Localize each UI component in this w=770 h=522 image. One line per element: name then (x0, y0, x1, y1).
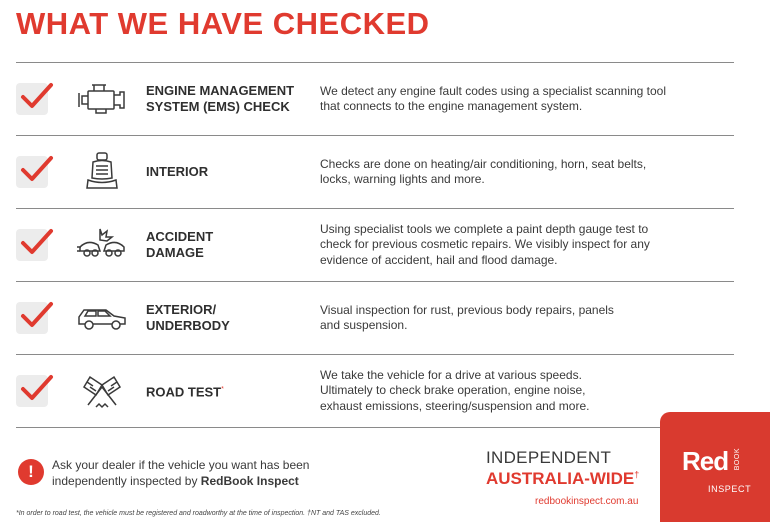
engine-icon (76, 79, 128, 119)
check-name (146, 382, 306, 400)
name-line: ENGINE MANAGEMENT (146, 83, 295, 98)
desc-line: Ultimately to check brake operation, engine noise, (320, 383, 586, 398)
desc-line: Checks are done on heating/air conditioning, horn, seat belts, (320, 156, 647, 171)
check-row-interior (16, 136, 734, 209)
desc-line: We detect any engine fault codes using a specialist scanning tool (320, 83, 666, 98)
name-text: ROAD TEST (146, 384, 222, 400)
check-description (320, 157, 690, 188)
desc-line: exhaust emissions, steering/suspension and more. (320, 398, 590, 413)
checkmark-icon (16, 229, 48, 261)
check-row-ems (16, 63, 734, 136)
check-description (320, 303, 690, 334)
name-line: INTERIOR (146, 164, 209, 179)
ask-text: Ask your dealer if the vehicle you want has been independently inspected by (52, 458, 310, 488)
check-description (320, 368, 690, 415)
car-crash-icon (76, 225, 128, 265)
name-line (146, 382, 306, 400)
check-row-road-test (16, 355, 734, 428)
desc-line: evidence of accident, hail and flood damage. (320, 252, 558, 267)
exclamation-icon: ! (18, 459, 44, 485)
australia-text: AUSTRALIA-WIDE (486, 469, 635, 488)
logo-red: Red (682, 446, 729, 476)
footnote-marker: † (634, 469, 640, 480)
desc-line: locks, warning lights and more. (320, 172, 485, 186)
footnote: *In order to road test, the vehicle must be registered and roadworthy at the time of inspection. †NT and TAS excluded. (16, 510, 381, 517)
desc-line: Visual inspection for rust, previous body repairs, panels (320, 302, 614, 317)
car-seat-icon (76, 152, 128, 192)
check-name (146, 164, 306, 180)
race-flags-icon (76, 371, 128, 411)
australia-wide-label (486, 469, 656, 489)
check-row-exterior (16, 282, 734, 355)
check-description (320, 84, 690, 115)
checks-list (16, 62, 734, 428)
name-line: EXTERIOR/ (146, 302, 217, 317)
car-exterior-icon (76, 298, 128, 338)
logo-inspect: INSPECT (708, 484, 752, 494)
name-line: ACCIDENT (146, 229, 214, 244)
check-name (146, 83, 306, 115)
check-name (146, 229, 306, 261)
desc-line: that connects to the engine management system. (320, 99, 583, 113)
checkmark-icon (16, 83, 48, 115)
redbook-logo (660, 412, 770, 522)
check-name (146, 302, 306, 334)
logo-book: BOOK (734, 448, 741, 471)
website-link[interactable]: redbookinspect.com.au (535, 496, 639, 507)
check-row-accident (16, 209, 734, 282)
independent-label: INDEPENDENT (486, 448, 612, 467)
check-description (320, 222, 690, 269)
footnote-marker: * (221, 385, 224, 393)
checkmark-icon (16, 375, 48, 407)
desc-line: check for previous cosmetic repairs. We visibly inspect for any (320, 237, 650, 252)
desc-line: Using specialist tools we complete a paint depth gauge test to (320, 221, 649, 236)
checkmark-icon (16, 302, 48, 334)
desc-line: and suspension. (320, 318, 408, 332)
desc-line: We take the vehicle for a drive at various speeds. (320, 367, 582, 382)
brand-name: RedBook Inspect (200, 473, 299, 488)
page-title: WHAT WE HAVE CHECKED (16, 6, 430, 41)
name-line: DAMAGE (146, 245, 204, 260)
name-line: UNDERBODY (146, 318, 230, 333)
name-line: SYSTEM (EMS) CHECK (146, 99, 290, 114)
checkmark-icon (16, 156, 48, 188)
ask-dealer-text (52, 458, 352, 489)
